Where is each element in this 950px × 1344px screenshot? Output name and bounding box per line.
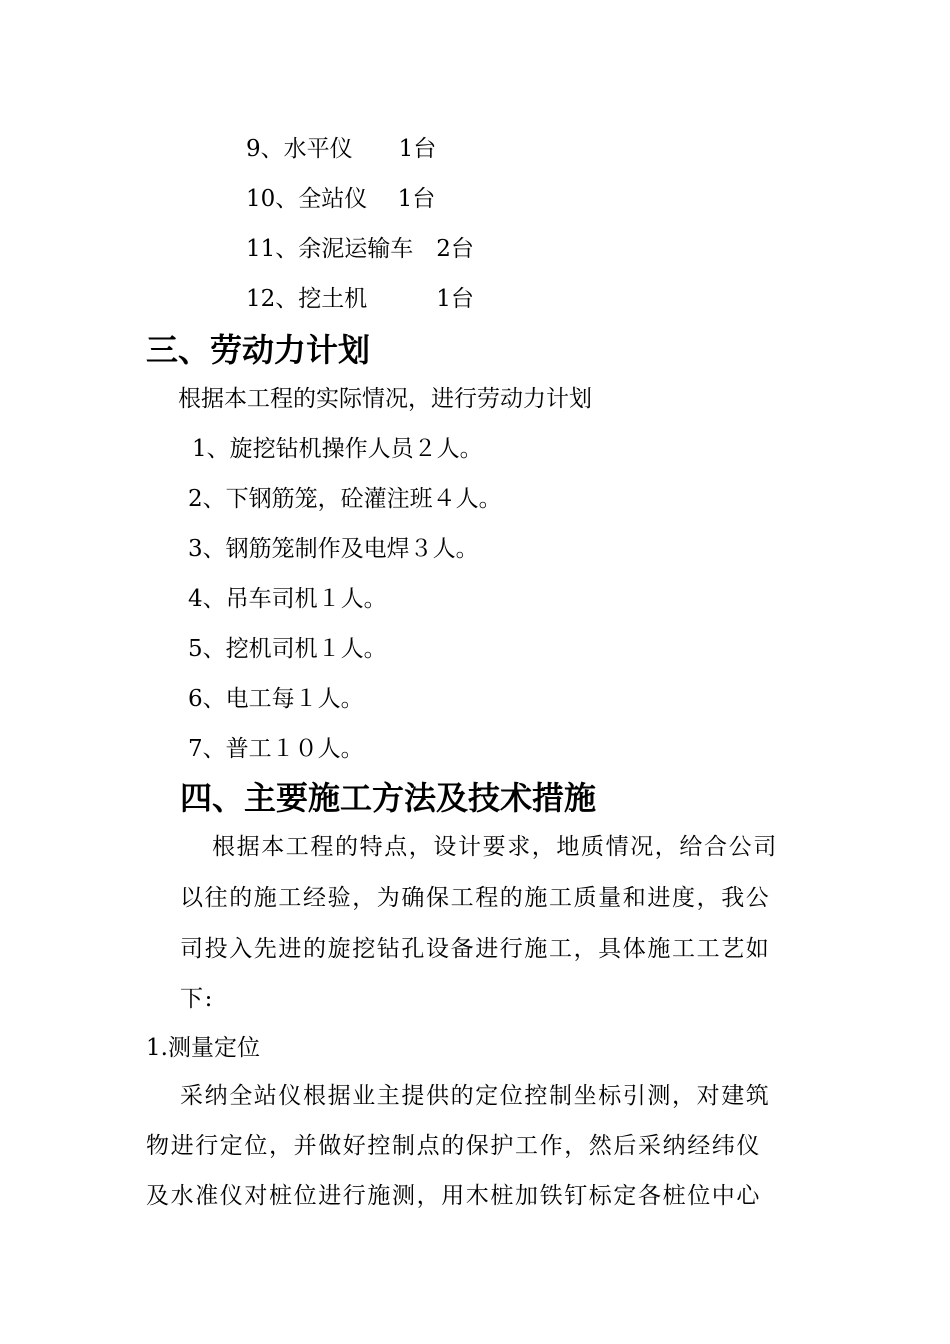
paragraph-line: 根据本工程的特点，设计要求，地质情况，给合公司 (212, 834, 778, 860)
labor-item: 1、旋挖钻机操作人员２人。 (192, 436, 483, 462)
equipment-item: 12、挖土机 1台 (246, 286, 474, 312)
paragraph-line: 以往的施工经验，为确保工程的施工质量和进度，我公 (180, 885, 771, 911)
section-heading-construction-methods: 四、主要施工方法及技术措施 (180, 779, 597, 817)
labor-item: 4、吊车司机１人。 (188, 586, 387, 612)
section-intro: 根据本工程的实际情况，进行劳动力计划 (178, 386, 592, 412)
equipment-item: 9、水平仪 1台 (246, 136, 437, 162)
paragraph-line: 采纳全站仪根据业主提供的定位控制坐标引测，对建筑 (180, 1083, 771, 1109)
labor-item: 5、挖机司机１人。 (188, 636, 387, 662)
paragraph-line: 下: (180, 986, 214, 1012)
paragraph-line: 及水准仪对桩位进行施测，用木桩加铁钉标定各桩位中心 (146, 1183, 761, 1209)
paragraph-line: 司投入先进的旋挖钻孔设备进行施工，具体施工工艺如 (180, 936, 771, 962)
sub-heading-survey-positioning: 1.测量定位 (146, 1035, 260, 1061)
equipment-item: 11、余泥运输车 2台 (246, 236, 474, 262)
paragraph-line: 物进行定位，并做好控制点的保护工作，然后采纳经纬仪 (146, 1133, 761, 1159)
labor-item: 7、普工１０人。 (188, 736, 364, 762)
labor-item: 2、下钢筋笼，砼灌注班４人。 (188, 486, 502, 512)
section-heading-labor-plan: 三、劳动力计划 (146, 331, 371, 369)
labor-item: 6、电工每１人。 (188, 686, 364, 712)
equipment-item: 10、全站仪 1台 (246, 186, 436, 212)
labor-item: 3、钢筋笼制作及电焊３人。 (188, 536, 479, 562)
